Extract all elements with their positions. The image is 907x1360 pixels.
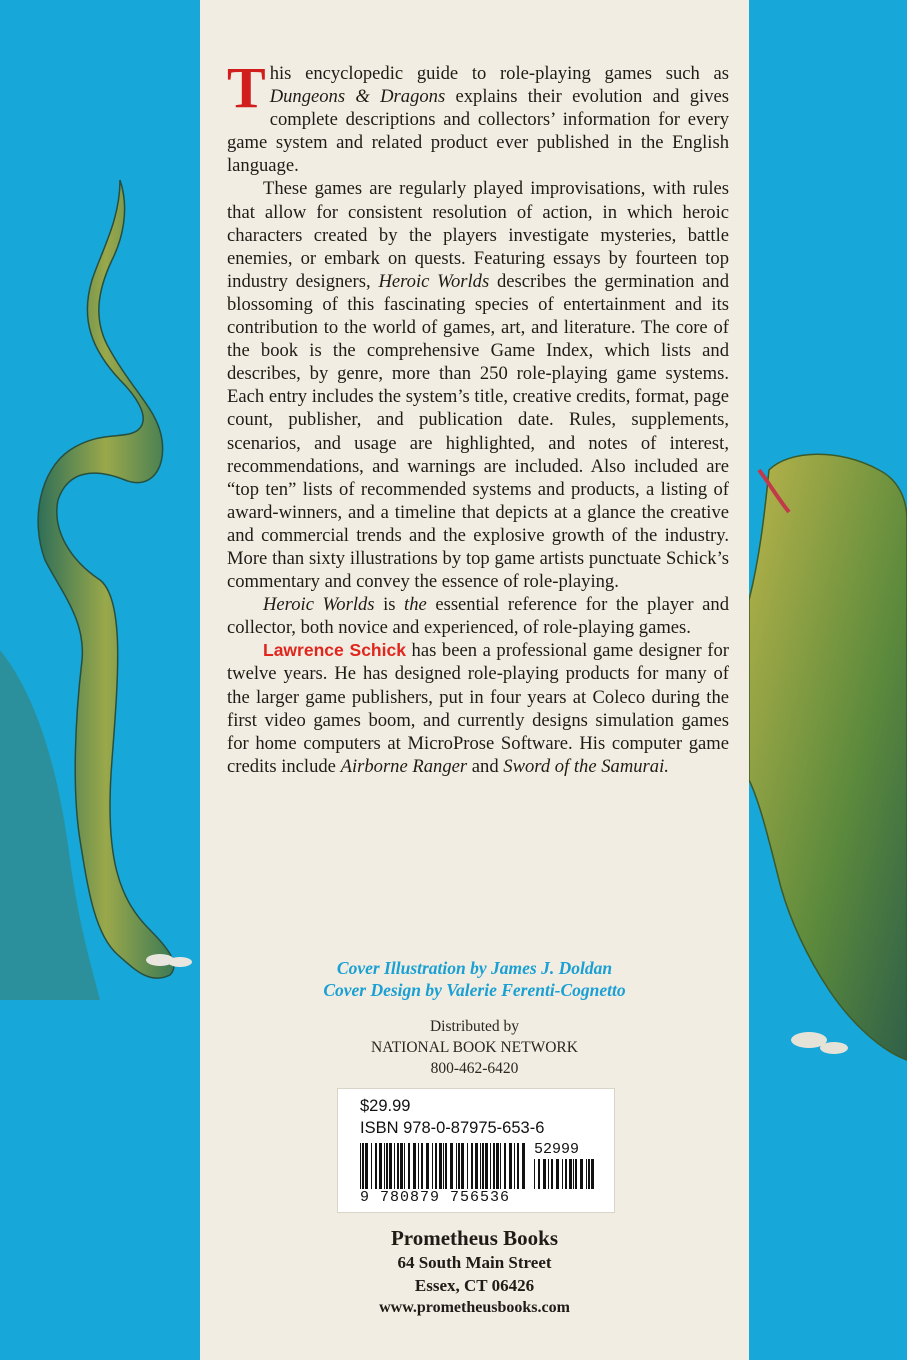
serpent-illustration-left <box>0 0 200 1360</box>
paragraph-intro: This encyclopedic guide to role-playing games such as Dungeons & Dragons explains their evolution and gives complete descriptions and collectors’ information for every game system and related product ever published in the English language. <box>227 55 729 177</box>
barcode-bar <box>439 1143 442 1189</box>
price-barcode <box>534 1159 596 1189</box>
author-name: Lawrence Schick <box>263 640 406 661</box>
barcode-bar <box>575 1159 577 1189</box>
dragon-illustration-right <box>749 0 907 1360</box>
cover-design-credit: Cover Design by Valerie Ferenti-Cognetto <box>323 980 626 1000</box>
barcode-bar <box>360 1143 361 1189</box>
barcode-bar <box>534 1159 535 1189</box>
publisher-url[interactable]: www.prometheusbooks.com <box>379 1299 570 1316</box>
barcode-bar <box>389 1143 392 1189</box>
barcode-bar <box>538 1159 540 1189</box>
barcode-bar <box>371 1143 372 1189</box>
barcode-bar <box>421 1143 423 1189</box>
barcode-bar <box>471 1143 473 1189</box>
barcode-bar <box>496 1143 499 1189</box>
barcode-bar <box>522 1143 525 1189</box>
barcode-bar <box>426 1143 429 1189</box>
publisher-city: Essex, CT 06426 <box>414 1276 535 1295</box>
barcode-bar <box>517 1143 519 1189</box>
barcode-bar <box>588 1159 590 1189</box>
price-code: 52999 <box>534 1141 580 1158</box>
book-description <box>227 55 730 778</box>
barcode-bar <box>394 1143 395 1189</box>
barcode-bar <box>408 1143 410 1189</box>
barcode-bar <box>432 1143 433 1189</box>
barcode-bar <box>543 1159 546 1189</box>
barcode-bar <box>485 1143 488 1189</box>
barcode-label <box>337 1088 615 1213</box>
barcode-bar <box>379 1143 382 1189</box>
barcode-bar <box>456 1143 457 1189</box>
barcode-bar <box>384 1143 385 1189</box>
barcode-bar <box>445 1143 447 1189</box>
barcode-bar <box>458 1143 460 1189</box>
paragraph-author: Lawrence Schick has been a professional game designer for twelve years. He has designed role-playing products for many of the larger game publishers, put in four years at Coleco during the first video games boom, and currently designs simulation games for home computers at MicroProse Software. His computer game credits include Airborne Ranger and Sword of the Samurai. <box>227 640 729 777</box>
barcode-bar <box>365 1143 368 1189</box>
barcode-bar <box>397 1143 399 1189</box>
ean-barcode <box>360 1143 525 1189</box>
isbn: ISBN 978-0-87975-653-6 <box>360 1119 545 1137</box>
barcode-bar <box>551 1159 553 1189</box>
barcode-bar <box>435 1143 437 1189</box>
barcode-bar <box>386 1143 388 1189</box>
paragraph-games: These games are regularly played improvisations, with rules that allow for consistent resolution of action, in which heroic characters created by the players investigate mysteries, battle enemies, or embark on quests. Featuring essays by fourteen top industry designers, Heroic Worlds describes the germination and blossoming of this fascinating species of entertainment and its contribution to the world of games, art, and literature. The core of the book is the comprehensive Game Index, which lists and describes, by genre, more than 250 role-playing game systems. Each entry includes the system’s title, creative credits, format, page count, publisher, and publication date. Rules, supplements, scenarios, and usage are highlighted, and notes of interest, recommendations, and warnings are included. Also included are “top ten” lists of recommended systems and products, a listing of award-winners, and a timeline that depicts at a glance the creative and commercial trends and the explosive growth of the industry. More than sixty illustrations by top game artists punctuate Schick’s commentary and convey the essence of role-playing. <box>227 178 730 593</box>
barcode-bar <box>586 1159 587 1189</box>
barcode-bar <box>562 1159 563 1189</box>
barcode-bar <box>443 1143 444 1189</box>
barcode-bar <box>461 1143 464 1189</box>
barcode-bar <box>548 1159 549 1189</box>
barcode-bar <box>514 1143 515 1189</box>
ean-digits: 9 780879 756536 <box>360 1189 511 1206</box>
distributor-name: NATIONAL BOOK NETWORK <box>371 1039 578 1056</box>
barcode-bar <box>500 1143 501 1189</box>
barcode-bar <box>569 1159 572 1189</box>
barcode-bar <box>413 1143 416 1189</box>
barcode-bar <box>490 1143 491 1189</box>
barcode-bar <box>475 1143 478 1189</box>
barcode-bar <box>580 1159 583 1189</box>
barcode-bar <box>400 1143 403 1189</box>
publisher-name: Prometheus Books <box>390 1226 559 1250</box>
barcode-bar <box>573 1159 574 1189</box>
barcode-bar <box>591 1159 594 1189</box>
barcode-bar <box>404 1143 405 1189</box>
cover-illustration-credit: Cover Illustration by James J. Doldan <box>336 958 613 978</box>
drop-cap: T <box>227 55 266 120</box>
paragraph-reference: Heroic Worlds is the essential reference for the player and collector, both novice and experienced, of role-playing games. <box>227 594 729 639</box>
barcode-bar <box>504 1143 506 1189</box>
price: $29.99 <box>360 1097 411 1115</box>
barcode-bar <box>467 1143 468 1189</box>
barcode-bar <box>493 1143 495 1189</box>
barcode-bar <box>482 1143 484 1189</box>
publisher-street: 64 South Main Street <box>397 1253 552 1272</box>
barcode-bar <box>362 1143 364 1189</box>
barcode-bar <box>375 1143 377 1189</box>
barcode-bar <box>556 1159 559 1189</box>
distributor-phone: 800-462-6420 <box>430 1060 519 1077</box>
barcode-bar <box>565 1159 567 1189</box>
barcode-bar <box>450 1143 453 1189</box>
distributed-by-label: Distributed by <box>429 1018 520 1035</box>
barcode-bar <box>418 1143 419 1189</box>
barcode-bar <box>509 1143 512 1189</box>
barcode-bar <box>480 1143 481 1189</box>
